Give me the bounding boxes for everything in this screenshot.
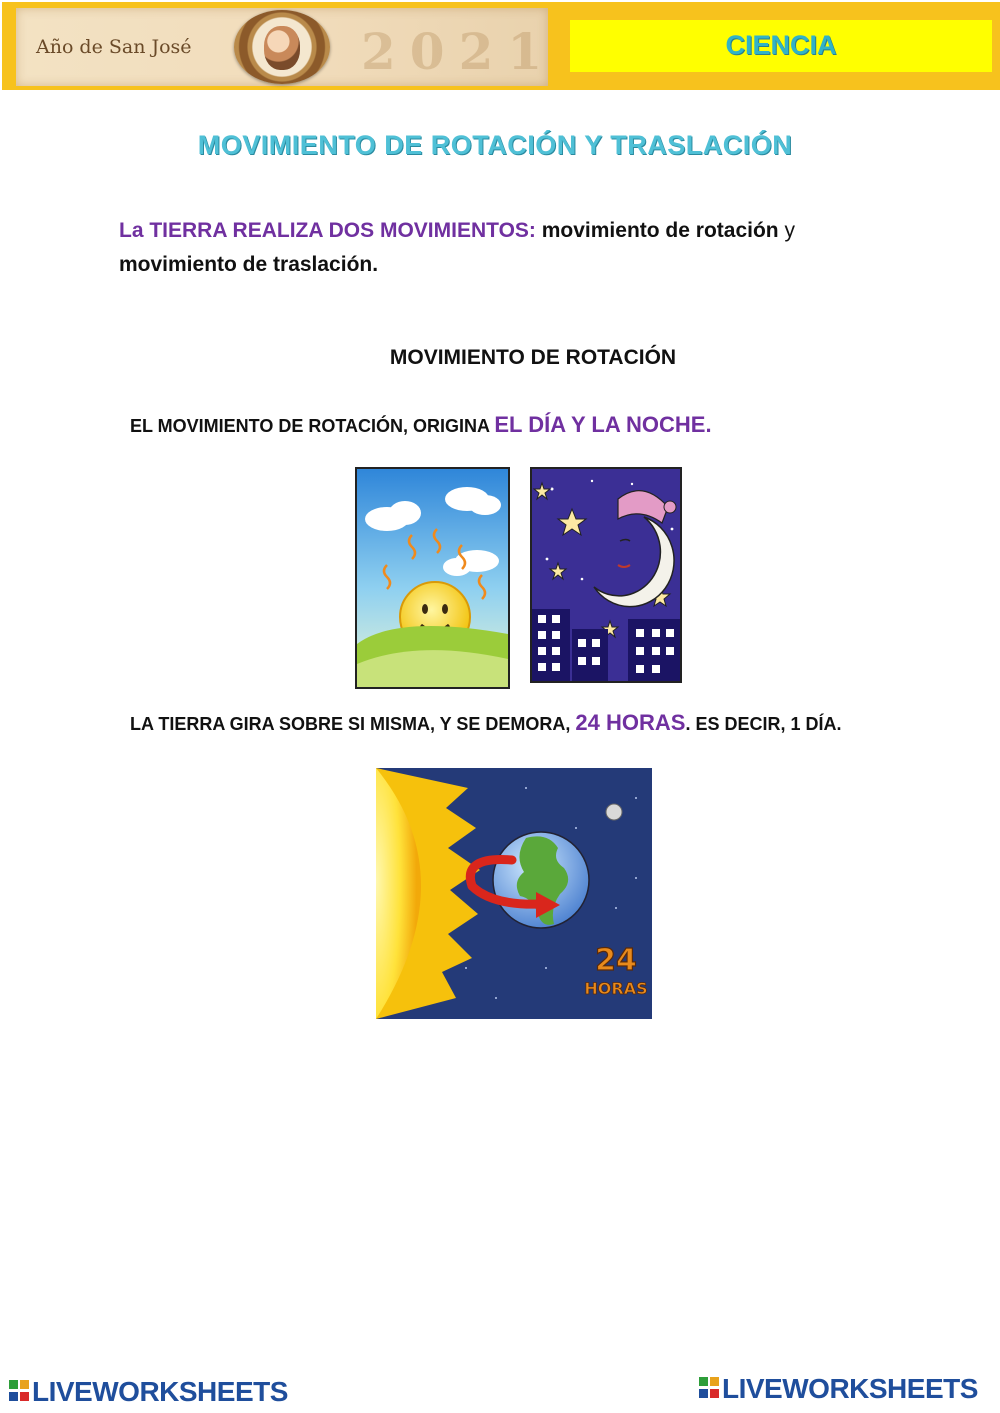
footer-brand-left[interactable] <box>8 1376 288 1408</box>
origin-text: EL MOVIMIENTO DE ROTACIÓN, ORIGINA <box>130 416 490 436</box>
earth-label-word: HORAS <box>584 979 648 998</box>
intro-part2: movimiento de traslación. <box>119 253 379 276</box>
intro-paragraph <box>119 214 919 282</box>
gira-highlight: 24 HORAS <box>575 710 686 735</box>
gira-end: ES DECIR, 1 DÍA. <box>695 714 842 734</box>
intro-part1: movimiento de rotación <box>541 219 779 242</box>
page-title: MOVIMIENTO DE ROTACIÓN Y TRASLACIÓN <box>197 130 793 160</box>
intro-connector: y <box>784 219 795 242</box>
moon-night-illustration <box>530 467 682 683</box>
footer-brand-right[interactable] <box>698 1373 978 1405</box>
sun-day-illustration <box>355 467 510 689</box>
subject-label: CIENCIA <box>725 30 837 60</box>
footer-brand-left-text: LIVEWORKSHEETS <box>32 1376 288 1407</box>
sun-earth-rotation-illustration <box>376 768 652 1019</box>
gira-text: LA TIERRA GIRA SOBRE SI MISMA, Y SE DEMORA, <box>130 714 571 734</box>
subject-box <box>570 20 992 72</box>
intro-lead: La TIERRA REALIZA DOS MOVIMIENTOS: <box>119 219 536 242</box>
footer-brand-right-text: LIVEWORKSHEETS <box>722 1373 978 1404</box>
banner-year: 2021 <box>361 22 557 81</box>
seal-figure <box>264 26 300 70</box>
liveworksheets-logo-icon <box>8 1378 30 1404</box>
section-heading-rotation: MOVIMIENTO DE ROTACIÓN <box>389 346 677 369</box>
rotation-origin-text <box>130 412 712 438</box>
origin-highlight: EL DÍA Y LA NOCHE. <box>494 412 712 437</box>
saint-joseph-seal-icon <box>234 10 330 84</box>
header-banner <box>2 2 1000 90</box>
earth-label-number: 24 <box>595 943 637 978</box>
year-banner <box>16 8 557 86</box>
banner-text: Año de San José <box>36 36 192 58</box>
liveworksheets-logo-icon <box>698 1375 720 1401</box>
rotation-duration-text: LA TIERRA GIRA SOBRE SI MISMA, Y SE DEMORA, 24 HORAS. ES DECIR, 1 DÍA. <box>130 710 842 735</box>
